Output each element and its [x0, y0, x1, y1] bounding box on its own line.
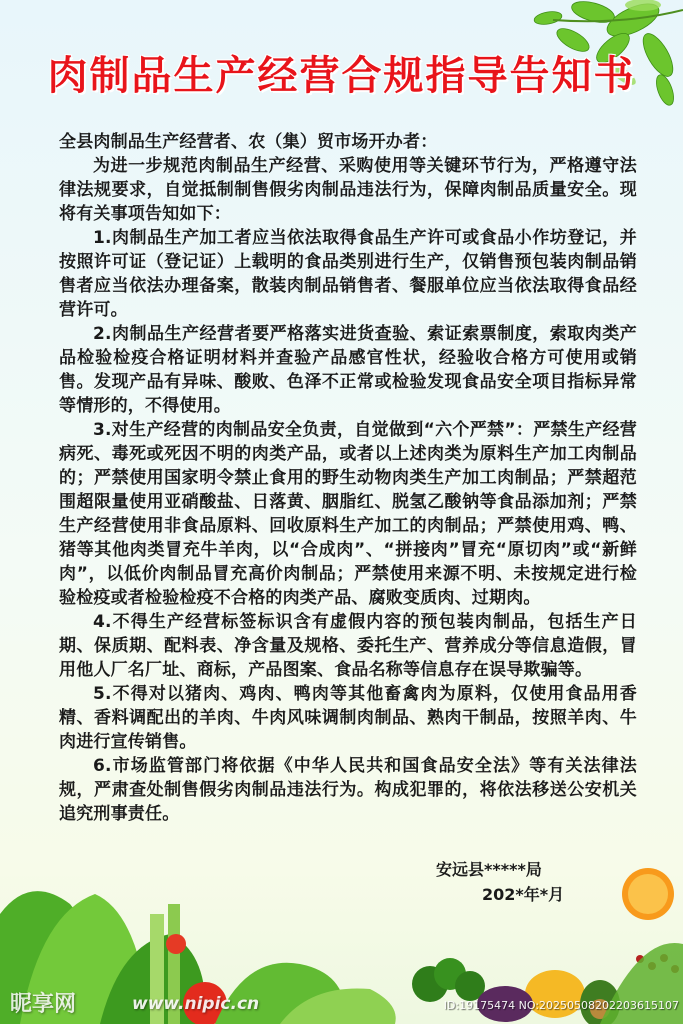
site-url-watermark: www.nipic.cn	[132, 994, 260, 1014]
paragraph-item-5: 5.不得对以猪肉、鸡肉、鸭肉等其他畜禽肉为原料，仅使用食品用香精、香料调配出的羊肉、牛肉风味调制肉制品、熟肉干制品，按照羊肉、牛肉进行宣传销售。	[59, 684, 637, 752]
signature-date: 202*年*月	[482, 885, 565, 904]
image-id-watermark: ID:19175474 NO:20250508202203615107	[443, 999, 679, 1012]
salutation: 全县肉制品生产经营者、农（集）贸市场开办者：	[59, 132, 438, 152]
notice-title: 肉制品生产经营合规指导告知书	[47, 53, 636, 99]
paragraph-item-1: 1.肉制品生产加工者应当依法取得食品生产许可或食品小作坊登记，并按照许可证（登记证）上载明的食品类别进行生产，仅销售预包装肉制品销售者应当依法办理备案，散装肉制品销售者、餐服单位应当依法取得食品经营许可。	[59, 228, 637, 320]
paragraph-item-2: 2.肉制品生产经营者要严格落实进货查验、索证索票制度，索取肉类产品检验检疫合格证明材料并查验产品感官性状，经验收合格方可使用或销售。发现产品有异味、酸败、色泽不正常或检验发现食品安全项目指标异常等情形的，不得使用。	[59, 324, 637, 416]
paragraph-intro: 为进一步规范肉制品生产经营、采购使用等关键环节行为，严格遵守法律法规要求，自觉抵制制售假劣肉制品违法行为，保障肉制品质量安全。现将有关事项告知如下：	[59, 156, 637, 224]
paragraph-item-6: 6.市场监管部门将依据《中华人民共和国食品安全法》等有关法律法规，严肃查处制售假劣肉制品违法行为。构成犯罪的，将依法移送公安机关追究刑事责任。	[59, 756, 637, 824]
paragraph-item-4: 4.不得生产经营标签标识含有虚假内容的预包装肉制品，包括生产日期、保质期、配料表、净含量及规格、委托生产、营养成分等信息造假，冒用他人厂名厂址、商标，产品图案、食品名称等信息存在误导欺骗等。	[59, 612, 637, 680]
notice-body	[59, 130, 637, 826]
site-logo-watermark: 昵享网	[10, 992, 77, 1017]
signature-org: 安远县*****局	[436, 860, 542, 879]
paragraph-item-3: 3.对生产经营的肉制品安全负责，自觉做到“六个严禁”：严禁生产经营病死、毒死或死因不明的肉类产品，或者以上述肉类为原料生产加工肉制品的；严禁使用国家明令禁止食用的野生动物肉类生产加工肉制品；严禁超范围超限量使用亚硝酸盐、日落黄、胭脂红、脱氢乙酸钠等食品添加剂；严禁生产经营使用非食品原料、回收原料生产加工的肉制品；严禁使用鸡、鸭、猪等其他肉类冒充牛羊肉，以“合成肉”、“拼接肉”冒充“原切肉”或“新鲜肉”，以低价肉制品冒充高价肉制品；严禁使用来源不明、未按规定进行检验检疫或者检验检疫不合格的肉类产品、腐败变质肉、过期肉。	[59, 420, 637, 608]
